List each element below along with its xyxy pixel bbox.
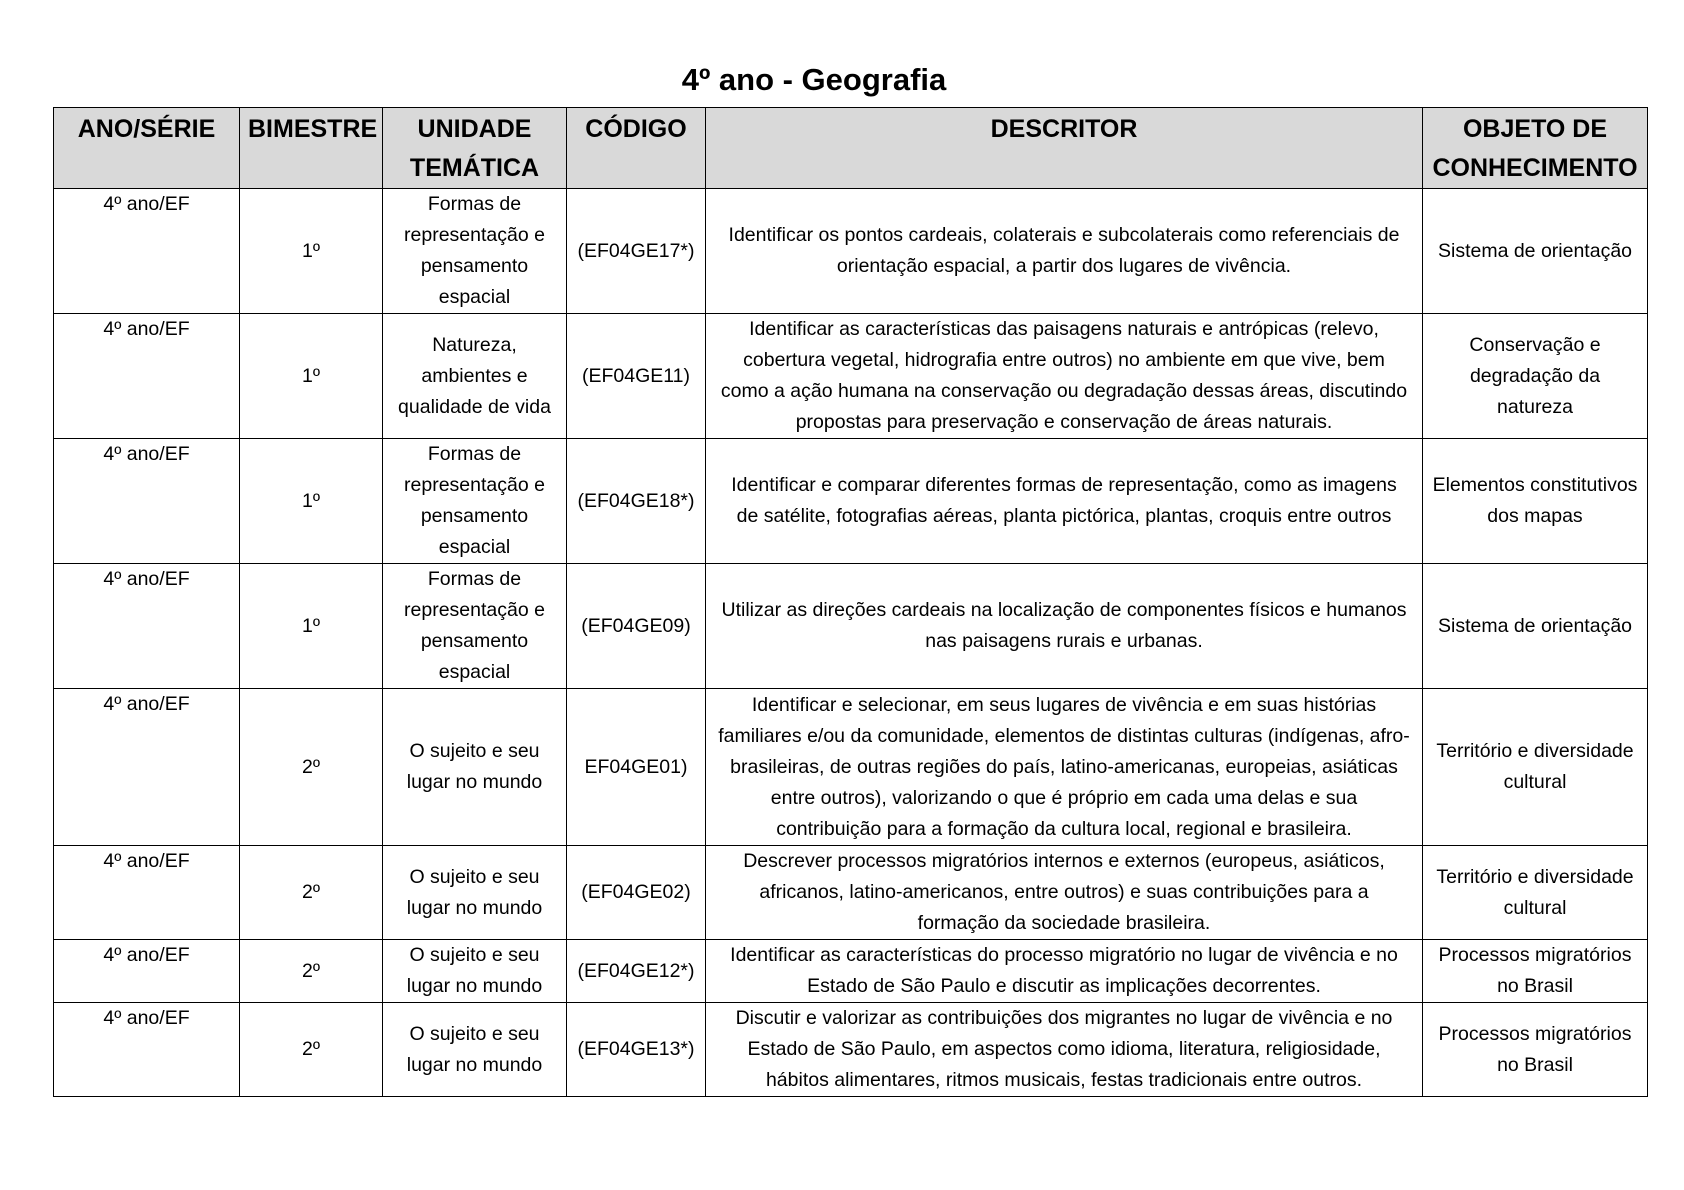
cell-codigo: (EF04GE18*) (567, 439, 706, 564)
cell-objeto-conhecimento: Território e diversidade cultural (1423, 689, 1648, 846)
table-row (54, 1003, 1648, 1097)
cell-descritor: Discutir e valorizar as contribuições dos migrantes no lugar de vivência e no Estado de São Paulo, em aspectos como idioma, literatura, religiosidade, hábitos alimentares, ritmos musicais, festas tradicionais entre outros. (706, 1003, 1423, 1097)
cell-unidade-tematica: Formas de representação e pensamento espacial (383, 189, 567, 314)
cell-descritor: Identificar as características das paisagens naturais e antrópicas (relevo, cobertura vegetal, hidrografia entre outros) no ambiente em que vive, bem como a ação humana na conservação ou degradação dessas áreas, discutindo propostas para preservação e conservação de áreas naturais. (706, 314, 1423, 439)
cell-objeto-conhecimento: Sistema de orientação (1423, 564, 1648, 689)
cell-descritor: Identificar e selecionar, em seus lugares de vivência e em suas histórias familiares e/ou da comunidade, elementos de distintas culturas (indígenas, afro-brasileiras, de outras regiões do país, latino-americanas, europeias, asiáticas entre outros), valorizando o que é próprio em cada uma delas e sua contribuição para a formação da cultura local, regional e brasileira. (706, 689, 1423, 846)
cell-objeto-conhecimento: Elementos constitutivos dos mapas (1423, 439, 1648, 564)
cell-bimestre: 2º (240, 1003, 383, 1097)
cell-objeto-conhecimento: Processos migratórios no Brasil (1423, 1003, 1648, 1097)
cell-objeto-conhecimento: Conservação e degradação da natureza (1423, 314, 1648, 439)
cell-ano-serie: 4º ano/EF (54, 689, 240, 846)
cell-unidade-tematica: O sujeito e seu lugar no mundo (383, 1003, 567, 1097)
cell-unidade-tematica: Formas de representação e pensamento espacial (383, 439, 567, 564)
cell-codigo: (EF04GE12*) (567, 940, 706, 1003)
cell-objeto-conhecimento: Processos migratórios no Brasil (1423, 940, 1648, 1003)
cell-bimestre: 1º (240, 314, 383, 439)
table-row (54, 689, 1648, 846)
cell-unidade-tematica: O sujeito e seu lugar no mundo (383, 846, 567, 940)
cell-bimestre: 1º (240, 439, 383, 564)
cell-unidade-tematica: Formas de representação e pensamento espacial (383, 564, 567, 689)
cell-objeto-conhecimento: Sistema de orientação (1423, 189, 1648, 314)
cell-bimestre: 2º (240, 689, 383, 846)
table-header-row (54, 108, 1648, 189)
cell-bimestre: 1º (240, 189, 383, 314)
cell-codigo: (EF04GE02) (567, 846, 706, 940)
cell-ano-serie: 4º ano/EF (54, 439, 240, 564)
cell-bimestre: 2º (240, 846, 383, 940)
header-unidade-tematica: UNIDADE TEMÁTICA (383, 108, 567, 189)
table-row (54, 940, 1648, 1003)
cell-ano-serie: 4º ano/EF (54, 1003, 240, 1097)
cell-ano-serie: 4º ano/EF (54, 940, 240, 1003)
cell-ano-serie: 4º ano/EF (54, 189, 240, 314)
cell-codigo: (EF04GE09) (567, 564, 706, 689)
cell-descritor: Identificar e comparar diferentes formas de representação, como as imagens de satélite, fotografias aéreas, planta pictórica, plantas, croquis entre outros (706, 439, 1423, 564)
cell-bimestre: 2º (240, 940, 383, 1003)
table-row (54, 564, 1648, 689)
cell-unidade-tematica: O sujeito e seu lugar no mundo (383, 689, 567, 846)
header-ano-serie: ANO/SÉRIE (54, 108, 240, 189)
header-descritor: DESCRITOR (706, 108, 1423, 189)
cell-unidade-tematica: O sujeito e seu lugar no mundo (383, 940, 567, 1003)
page-title: 4º ano - Geografia (681, 62, 947, 97)
cell-codigo: (EF04GE13*) (567, 1003, 706, 1097)
table-row (54, 439, 1648, 564)
header-bimestre: BIMESTRE (240, 108, 383, 189)
table-row (54, 189, 1648, 314)
cell-codigo: (EF04GE17*) (567, 189, 706, 314)
cell-descritor: Identificar as características do processo migratório no lugar de vivência e no Estado de São Paulo e discutir as implicações decorrentes. (706, 940, 1423, 1003)
cell-descritor: Identificar os pontos cardeais, colaterais e subcolaterais como referenciais de orientação espacial, a partir dos lugares de vivência. (706, 189, 1423, 314)
cell-ano-serie: 4º ano/EF (54, 564, 240, 689)
header-codigo: CÓDIGO (567, 108, 706, 189)
cell-ano-serie: 4º ano/EF (54, 846, 240, 940)
cell-bimestre: 1º (240, 564, 383, 689)
cell-codigo: (EF04GE11) (567, 314, 706, 439)
cell-descritor: Utilizar as direções cardeais na localização de componentes físicos e humanos nas paisagens rurais e urbanas. (706, 564, 1423, 689)
cell-descritor: Descrever processos migratórios internos e externos (europeus, asiáticos, africanos, latino-americanos, entre outros) e suas contribuições para a formação da sociedade brasileira. (706, 846, 1423, 940)
cell-objeto-conhecimento: Território e diversidade cultural (1423, 846, 1648, 940)
cell-codigo: EF04GE01) (567, 689, 706, 846)
header-objeto-conhecimento: OBJETO DE CONHECIMENTO (1423, 108, 1648, 189)
cell-unidade-tematica: Natureza, ambientes e qualidade de vida (383, 314, 567, 439)
curriculum-table (53, 107, 1648, 1097)
table-row (54, 846, 1648, 940)
cell-ano-serie: 4º ano/EF (54, 314, 240, 439)
table-row (54, 314, 1648, 439)
